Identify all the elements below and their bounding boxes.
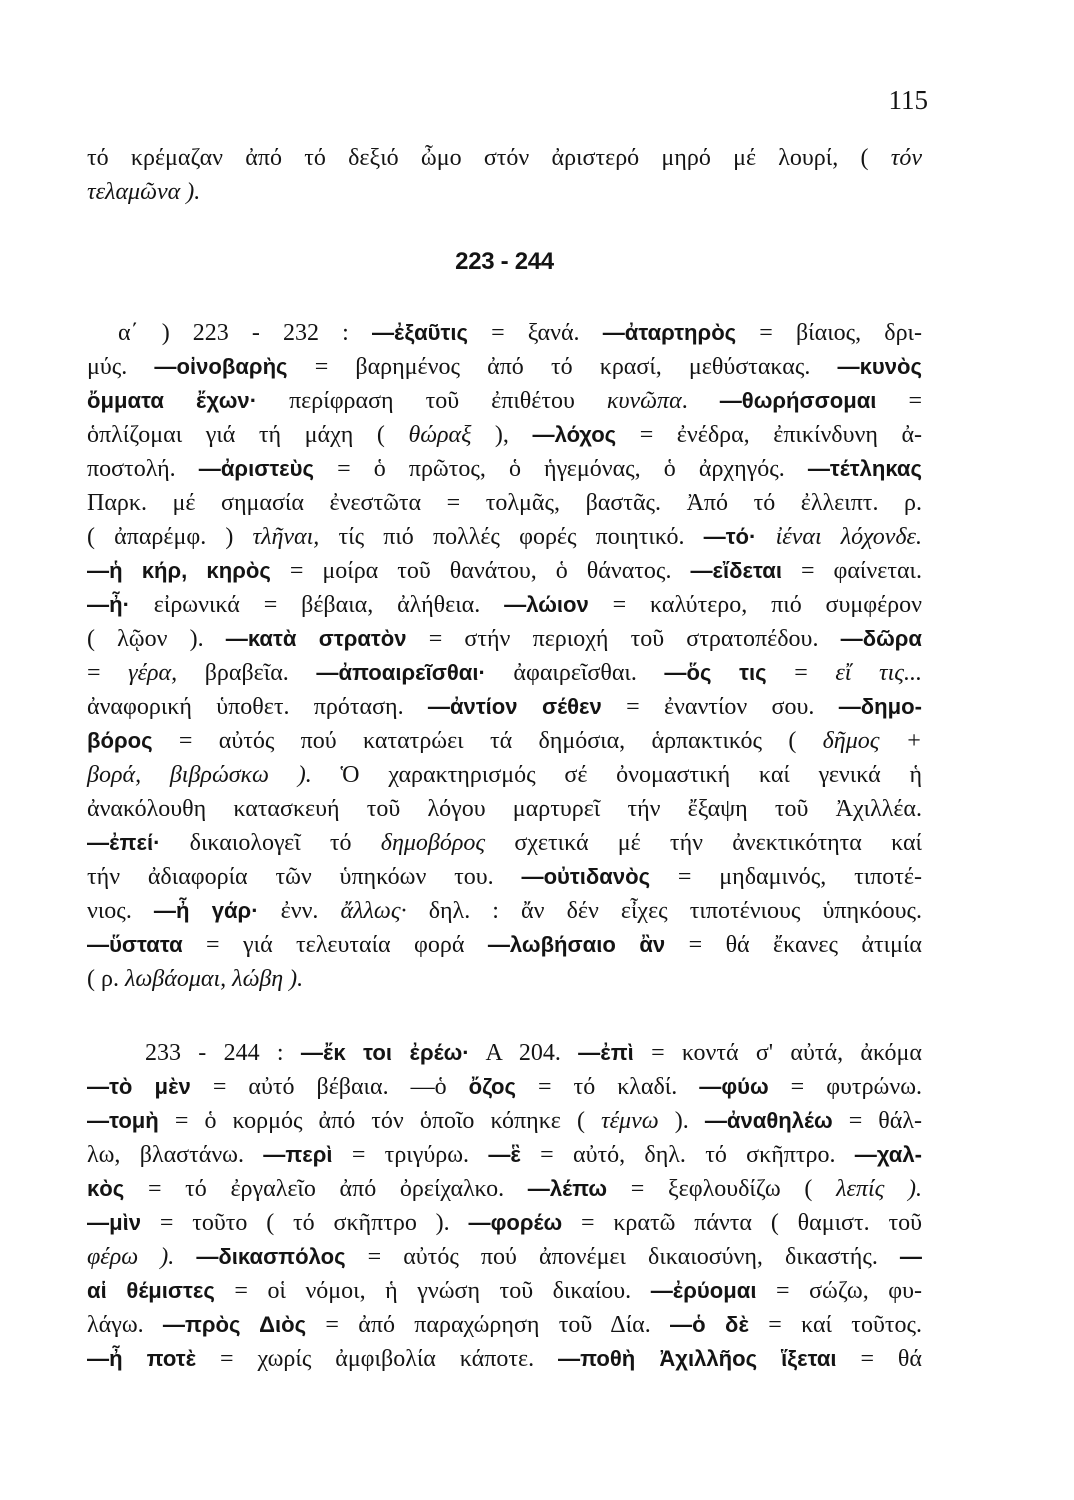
bold-term: —ὅς τις <box>664 660 767 685</box>
bold-term: —λώιον <box>504 592 589 617</box>
bold-term: —ἐπεί· <box>87 830 161 855</box>
bold-term: —ἀντίον σέθεν <box>427 694 602 719</box>
bold-term: —ἀριστεὺς <box>198 456 314 481</box>
text-line <box>87 690 922 724</box>
text-line <box>87 520 922 554</box>
bold-term: —ἐξαῦτις <box>371 320 468 345</box>
page-number: 115 <box>888 85 928 115</box>
text-line <box>87 1172 922 1206</box>
bold-term: —ποθὴ Ἀχιλλῆος ἵξεται <box>558 1346 837 1371</box>
text-run: = μηδαμινός, τιποτέ- <box>650 864 923 890</box>
italic-text: βορά, βιβρώσκω ). <box>87 762 312 788</box>
text-run: = αὐτός πού κατατρώει τά δημόσια, ἁρπακτικός ( <box>152 728 823 754</box>
text-line <box>87 554 922 588</box>
text-run: = οἱ νόμοι, ἡ γνώση τοῦ δικαίου. <box>214 1278 651 1304</box>
text-run: Α 204. <box>469 1040 579 1066</box>
text-run <box>756 524 775 550</box>
text-run: = θάλ- <box>832 1108 923 1134</box>
text-run <box>174 1244 196 1270</box>
text-line <box>87 826 922 860</box>
text-run: = καλύτερο, πιό συμφέρον <box>588 592 922 618</box>
text-line <box>87 758 922 792</box>
text-run: τό κρέμαζαν ἀπό τό δεξιό ὦμο στόν ἀριστερό μηρό μέ λουρί, ( <box>87 145 891 171</box>
text-line <box>87 860 922 894</box>
text-line <box>87 350 922 384</box>
text-run: ἀναφορική ὑποθετ. πρόταση. <box>87 694 428 720</box>
continuation-paragraph <box>87 141 922 209</box>
text-run: = αὐτός πού ἀπονέμει δικαιοσύνη, δικαστής. <box>345 1244 900 1270</box>
text-run: 233 - 244 : <box>145 1040 301 1066</box>
text-line <box>87 588 922 622</box>
italic-text: γέρα, <box>128 660 178 686</box>
text-run: = τό κλαδί. <box>516 1074 700 1100</box>
text-run: = ἐνέδρα, ἐπικίνδυνη ἀ- <box>616 422 923 448</box>
bold-term: —ἀναθηλέω <box>704 1108 833 1133</box>
text-run: δηλ. : ἄν δέν εἶχες τιποτένιους ὑπηκόους. <box>406 898 922 924</box>
italic-text: λωβάομαι, λώβη ). <box>124 966 304 992</box>
text-line <box>87 1104 922 1138</box>
bold-term: —ἀταρτηρὸς <box>602 320 737 345</box>
italic-text: ἄλλως· <box>340 898 407 924</box>
text-run: = τοῦτο ( τό σκῆπτρο ). <box>141 1210 469 1236</box>
bold-term: —οὐτιδανὸς <box>521 864 651 889</box>
text-run: = ὁ πρῶτος, ὁ ἡγεμόνας, ὁ ἀρχηγός. <box>314 456 808 482</box>
italic-text: δῆμος + <box>822 728 923 754</box>
text-run: = ξανά. <box>467 320 603 346</box>
italic-text: φέρω ). <box>87 1244 175 1270</box>
text-run: ἀνακόλουθη κατασκευή τοῦ λόγου μαρτυρεῖ τήν ἔξαψη τοῦ Ἀχιλλέα. <box>87 796 922 822</box>
bold-term: —χαλ- <box>854 1142 922 1167</box>
text-run: = φαίνεται. <box>781 558 922 584</box>
text-run: = κοντά σ' αὐτά, ἀκόμα <box>633 1040 922 1066</box>
italic-text: τόν <box>890 145 922 171</box>
text-run: λω, βλαστάνω. <box>87 1142 264 1168</box>
text-run: ὁπλίζομαι γιά τή μάχη ( <box>87 422 409 448</box>
bold-term: —ἓ <box>488 1142 521 1167</box>
text-run: βραβεῖα. <box>177 660 317 686</box>
text-run: = χωρίς ἀμφιβολία κάποτε. <box>196 1346 558 1372</box>
text-run: ), <box>471 422 533 448</box>
text-run: εἰρωνικά = βέβαια, ἀλήθεια. <box>129 592 505 618</box>
bold-term: —τὸ μὲν <box>87 1074 191 1099</box>
text-run: = ὁ κορμός ἀπό τόν ὁποῖο κόπηκε ( <box>158 1108 601 1134</box>
bold-term: —ὁ δὲ <box>670 1312 749 1337</box>
text-run: τήν ἀδιαφορία τῶν ὑπηκόων του. <box>87 864 522 890</box>
text-run: = γιά τελευταία φορά <box>182 932 488 958</box>
bold-term: —ἦ γάρ· <box>153 898 259 923</box>
text-run: ἀφαιρεῖσθαι. <box>485 660 665 686</box>
text-run: Παρκ. μέ σημασία ἐνεστῶτα = τολμᾶς, βαστᾶς. Ἀπό τό ἐλλειπτ. ρ. <box>87 490 922 516</box>
text-run: = βαρημένος ἀπό τό κρασί, μεθύστακας. <box>287 354 838 380</box>
text-run: νιος. <box>87 898 154 924</box>
text-line <box>87 1240 922 1274</box>
bold-term: ὄμματα ἔχων· <box>87 388 258 413</box>
bold-term: ὄζος <box>468 1074 516 1099</box>
text-run: = θά ἔκανες ἀτιμία <box>665 932 922 958</box>
text-run: περίφραση τοῦ ἐπιθέτου <box>257 388 607 414</box>
bold-term: —ἦ ποτὲ <box>87 1346 197 1371</box>
text-run: = βίαιος, δρι- <box>736 320 923 346</box>
text-line <box>87 486 922 520</box>
bold-term: —θωρήσσομαι <box>719 388 877 413</box>
text-run: ( λῷον ). <box>87 626 226 652</box>
bold-term: —ἦ· <box>87 592 130 617</box>
text-line <box>87 1036 922 1070</box>
text-line <box>87 1206 922 1240</box>
bold-term: —κατὰ στρατὸν <box>225 626 407 651</box>
bold-term: —δημο- <box>838 694 922 719</box>
italic-text: τλῆναι, <box>252 524 320 550</box>
bold-term: —λωβήσαιο ἂν <box>487 932 666 957</box>
text-run: = φυτρώνω. <box>768 1074 923 1100</box>
bold-term: —ἔκ τοι ἐρέω· <box>300 1040 470 1065</box>
bold-term: —τό· <box>703 524 757 549</box>
text-run: = κρατῶ πάντα ( θαμιστ. τοῦ <box>562 1210 922 1236</box>
text-line <box>87 962 922 996</box>
text-line <box>87 175 922 209</box>
text-run: = καί τοῦτος. <box>748 1312 922 1338</box>
bold-term: —δικασπόλος <box>196 1244 346 1269</box>
text-run: = ἐναντίον σου. <box>601 694 839 720</box>
text-run: σχετικά μέ τήν ἀνεκτικότητα καί <box>485 830 922 856</box>
text-line <box>87 141 922 175</box>
italic-text: λεπίς ). <box>836 1176 923 1202</box>
text-line <box>87 1308 922 1342</box>
bold-term: —ἀποαιρεῖσθαι· <box>316 660 486 685</box>
text-run: = μοίρα τοῦ θανάτου, ὁ θάνατος. <box>270 558 691 584</box>
text-run: ( ρ. <box>87 966 125 992</box>
paragraph-223-232 <box>87 316 922 996</box>
text-line <box>87 1274 922 1308</box>
bold-term: —ὕστατα <box>87 932 183 957</box>
bold-term: —φορέω <box>468 1210 563 1235</box>
text-run: = σώζω, φυ- <box>756 1278 922 1304</box>
text-line <box>87 452 922 486</box>
bold-term: —φύω <box>699 1074 769 1099</box>
text-run: = αὐτό, δηλ. τό σκῆπτρο. <box>520 1142 855 1168</box>
text-line <box>87 1138 922 1172</box>
text-line <box>87 656 922 690</box>
paragraph-233-244 <box>87 1036 922 1376</box>
bold-term: —περὶ <box>263 1142 333 1167</box>
bold-term: αἱ θέμιστες <box>87 1278 215 1303</box>
text-run: = τό ἐργαλεῖο ἀπό ὀρείχαλκο. <box>124 1176 528 1202</box>
bold-term: —λόχος <box>532 422 617 447</box>
bold-term: —εἴδεται <box>690 558 782 583</box>
bold-term: —μὶν <box>87 1210 141 1235</box>
text-run: ( ἀπαρέμφ. ) <box>87 524 253 550</box>
text-run: = τριγύρω. <box>332 1142 489 1168</box>
italic-text: εἴ τις... <box>835 660 922 686</box>
bold-term: —πρὸς Διὸς <box>162 1312 307 1337</box>
text-line <box>87 792 922 826</box>
bold-term: —τέτληκας <box>807 456 922 481</box>
text-run: λάγω. <box>87 1312 163 1338</box>
text-run: ). <box>658 1108 705 1134</box>
bold-term: —τομὴ <box>87 1108 159 1133</box>
text-run: = αὐτό βέβαια. —ὁ <box>190 1074 469 1100</box>
bold-term: —λέπω <box>527 1176 608 1201</box>
text-run: δικαιολογεῖ τό <box>160 830 381 856</box>
text-run: = ξεφλουδίζω ( <box>607 1176 837 1202</box>
text-run: = ἀπό παραχώρηση τοῦ Δία. <box>306 1312 671 1338</box>
text-line <box>87 418 922 452</box>
text-run: ποστολή. <box>87 456 199 482</box>
text-run: Ὁ χαρακτηρισμός σέ ὀνομαστική καί γενικά ἡ <box>311 762 922 788</box>
text-line <box>87 384 922 418</box>
bold-term: —οἰνοβαρὴς <box>154 354 288 379</box>
bold-term: —ἡ κήρ, κηρὸς <box>87 558 271 583</box>
text-line <box>87 1070 922 1104</box>
italic-text: θώραξ <box>408 422 472 448</box>
bold-term: —δῶρα <box>840 626 922 651</box>
text-line <box>87 622 922 656</box>
text-run: ἐνν. <box>258 898 341 924</box>
text-run: = <box>876 388 922 414</box>
italic-text: τέμνω <box>601 1108 659 1134</box>
bold-term: βόρος <box>87 728 153 753</box>
text-line <box>87 894 922 928</box>
text-run: = θά <box>836 1346 922 1372</box>
bold-term: —ἐπὶ <box>578 1040 634 1065</box>
text-line <box>87 928 922 962</box>
italic-text: δημοβόρος <box>380 830 486 856</box>
italic-text: ἰέναι λόχονδε. <box>775 524 923 550</box>
text-run: = στήν περιοχή τοῦ στρατοπέδου. <box>406 626 841 652</box>
text-run: = <box>87 660 129 686</box>
text-line <box>87 724 922 758</box>
bold-term: —κυνὸς <box>837 354 922 379</box>
text-run: = <box>766 660 836 686</box>
text-run: α΄ ) 223 - 232 : <box>118 320 372 346</box>
section-heading: 223 - 244 <box>455 248 554 275</box>
text-line <box>87 1342 922 1376</box>
text-line <box>87 316 922 350</box>
text-run: . <box>681 388 720 414</box>
bold-term: —ἐρύομαι <box>650 1278 757 1303</box>
bold-term: κὸς <box>87 1176 125 1201</box>
italic-text: τελαμῶνα ). <box>87 179 201 205</box>
text-run: τίς πιό πολλές φορές ποιητικό. <box>319 524 704 550</box>
bold-term: — <box>899 1244 922 1269</box>
italic-text: κυνῶπα <box>606 388 682 414</box>
text-run: μύς. <box>87 354 155 380</box>
